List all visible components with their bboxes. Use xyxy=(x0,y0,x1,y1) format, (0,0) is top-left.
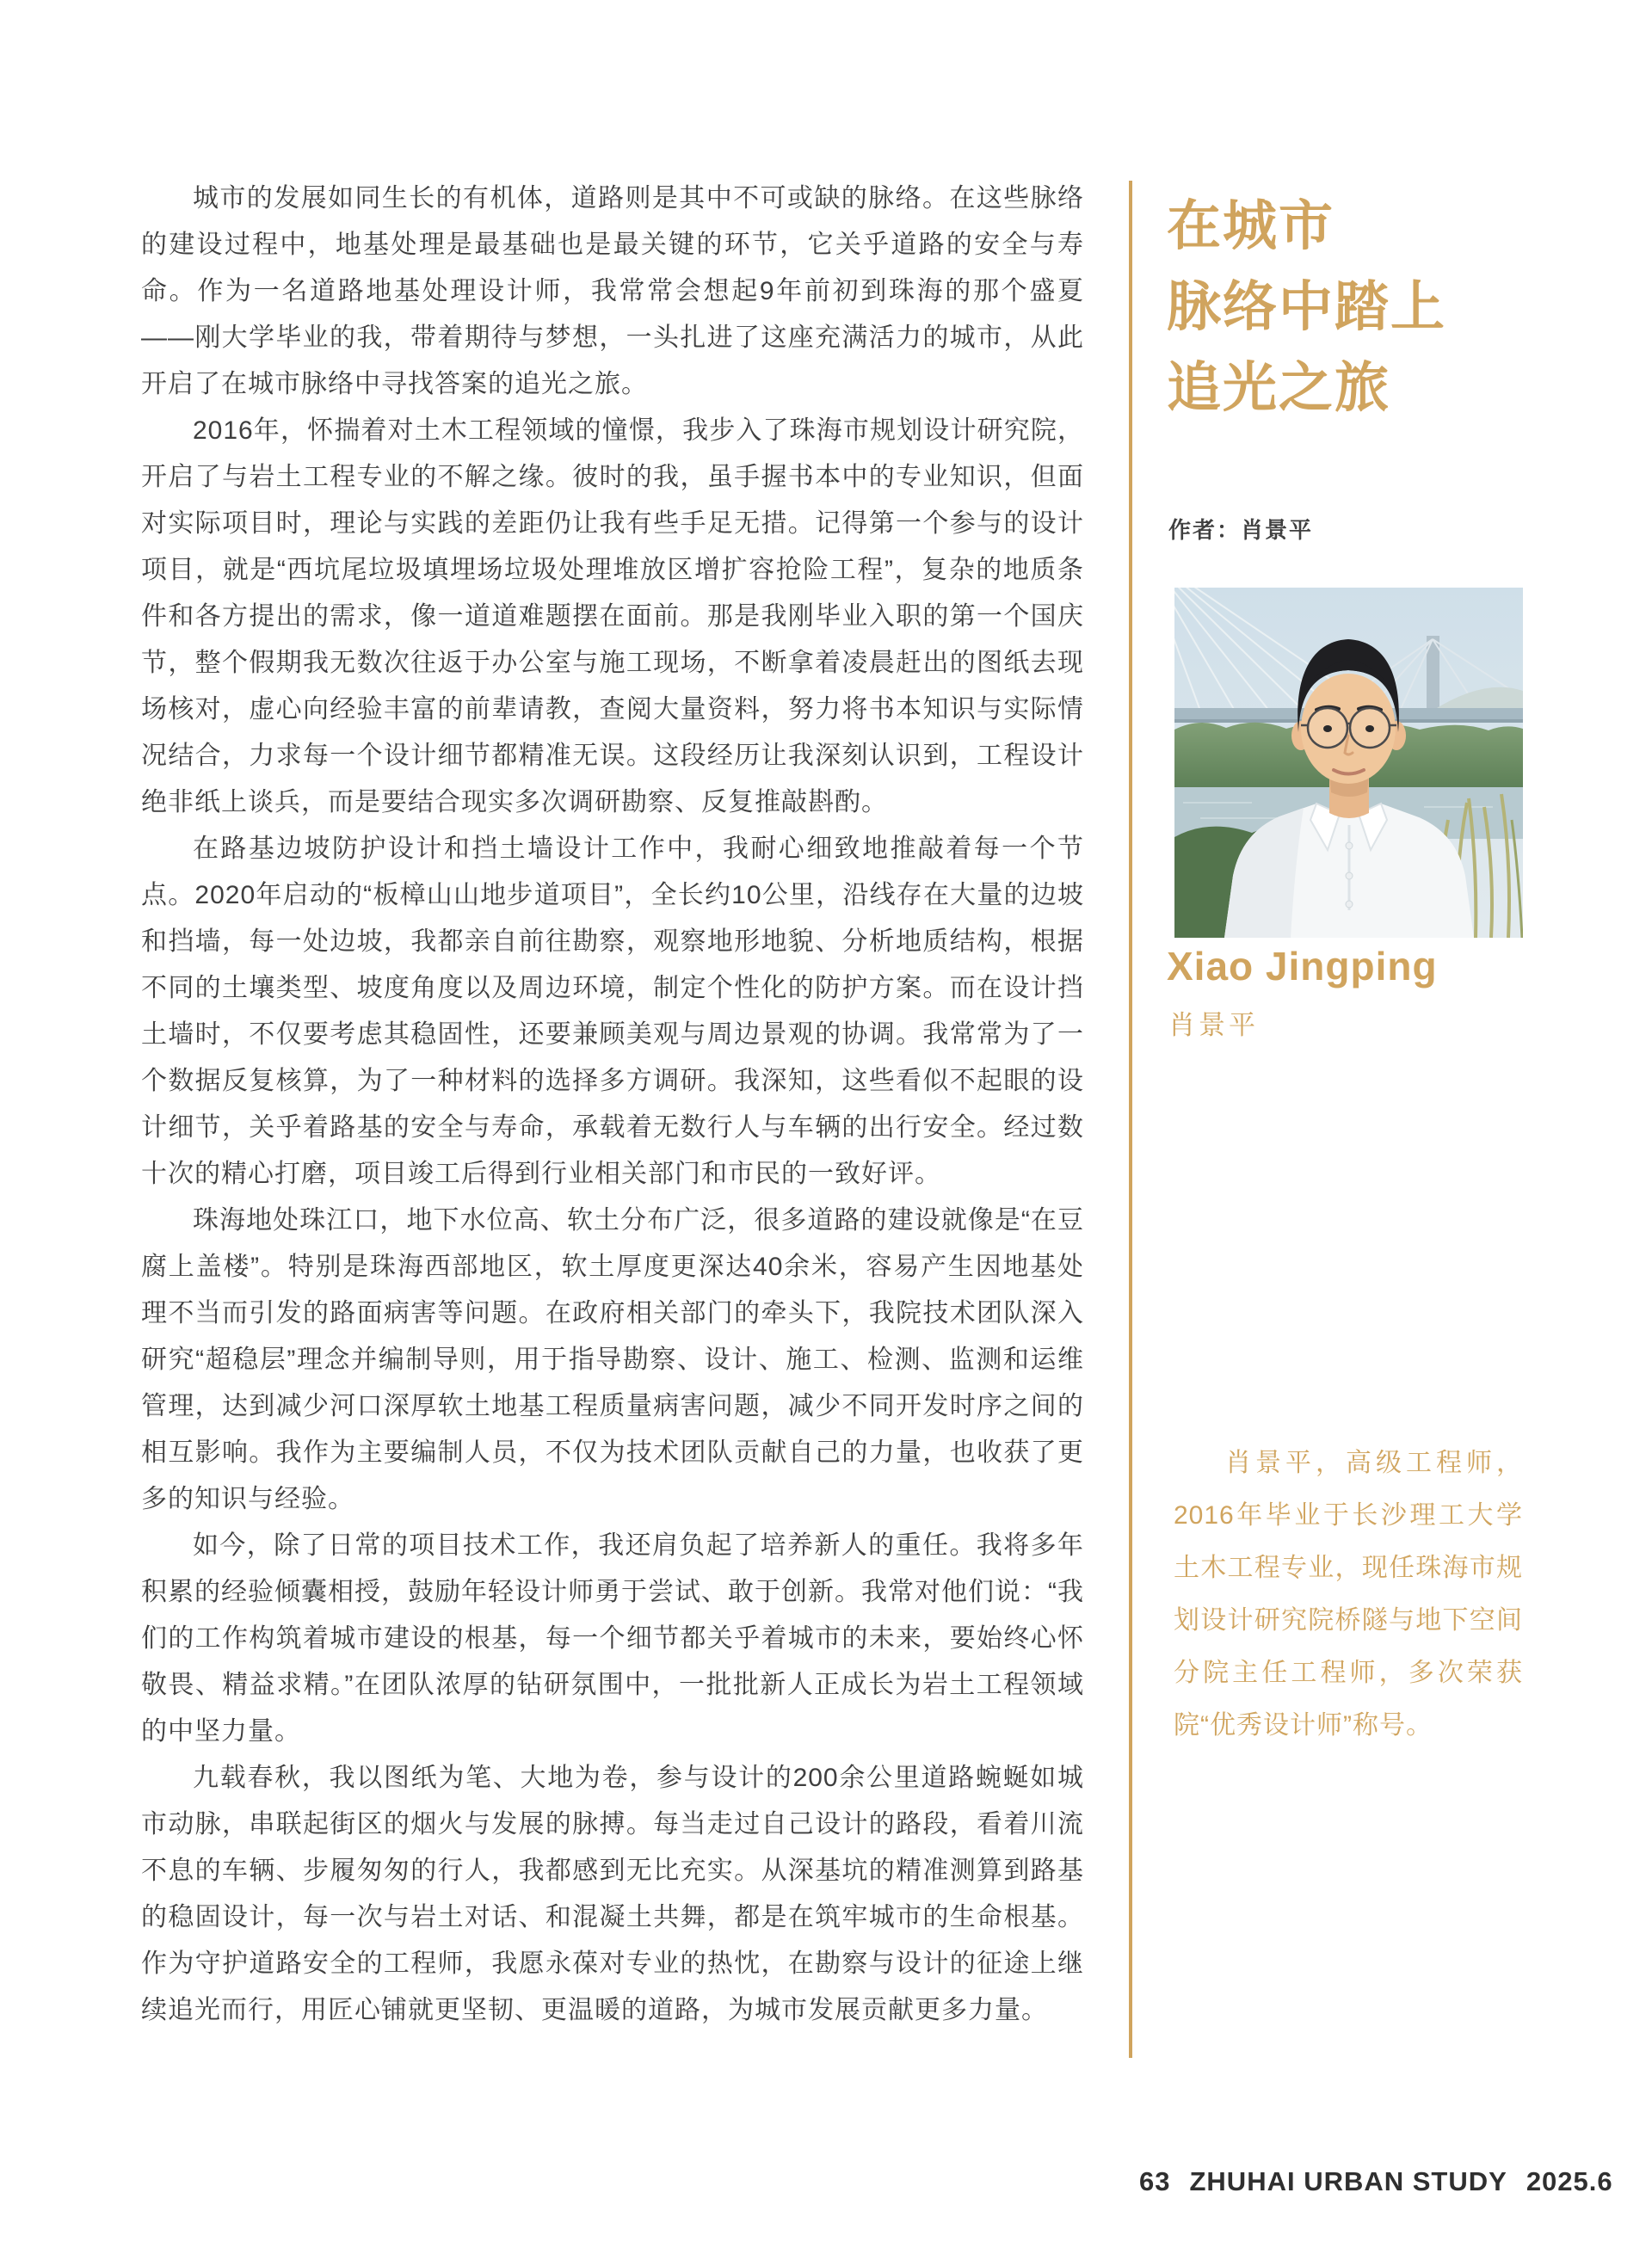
article-title-line: 在城市 xyxy=(1167,196,1335,256)
article-paragraph: 城市的发展如同生长的有机体，道路则是其中不可或缺的脉络。在这些脉络的建设过程中，地基处理是最基础也是最关键的环节，它关乎道路的安全与寿命。作为一名道路地基处理设计师，我常常会想起9年前初到珠海的那个盛夏——刚大学毕业的我，带着期待与梦想，一头扎进了这座充满活力的城市，从此开启了在城市脉络中寻找答案的追光之旅。 xyxy=(141,184,1084,398)
article-paragraph: 九载春秋，我以图纸为笔、大地为卷，参与设计的200余公里道路蜿蜒如城市动脉，串联起街区的烟火与发展的脉搏。每当走过自己设计的路段，看着川流不息的车辆、步履匆匆的行人，我都感到无比充实。从深基坑的精准测算到路基的稳固设计，每一次与岩土对话、和混凝土共舞，都是在筑牢城市的生命根基。作为守护道路安全的工程师，我愿永葆对专业的热忱，在勘察与设计的征途上继续追光而行，用匠心铺就更坚韧、更温暖的道路，为城市发展贡献更多力量。 xyxy=(141,1764,1084,2024)
page-number: 63 xyxy=(1139,2166,1171,2196)
article-paragraph: 在路基边坡防护设计和挡土墙设计工作中，我耐心细致地推敲着每一个节点。2020年启动的“板樟山山地步道项目”，全长约10公里，沿线存在大量的边坡和挡墙，每一处边坡，我都亲自前往勘察，观察地形地貌、分析地质结构，根据不同的土壤类型、坡度角度以及周边环境，制定个性化的防护方案。而在设计挡土墙时，不仅要考虑其稳固性，还要兼顾美观与周边景观的协调。我常常为了一个数据反复核算，为了一种材料的选择多方调研。我深知，这些看似不起眼的设计细节，关乎着路基的安全与寿命，承载着无数行人与车辆的出行安全。经过数十次的精心打磨，项目竣工后得到行业相关部门和市民的一致好评。 xyxy=(141,835,1084,1188)
page-footer xyxy=(1139,2166,1613,2197)
issue-number: 2025.6 xyxy=(1526,2166,1613,2196)
portrait-photo xyxy=(1174,588,1523,938)
article-body xyxy=(141,176,1084,2034)
author-name-english: Xiao Jingping xyxy=(1167,944,1438,989)
article-paragraph: 如今，除了日常的项目技术工作，我还肩负起了培养新人的重任。我将多年积累的经验倾囊相授，鼓励年轻设计师勇于尝试、敢于创新。我常对他们说：“我们的工作构筑着城市建设的根基，每一个细节都关乎着城市的未来，要始终心怀敬畏、精益求精。”在团队浓厚的钻研氛围中，一批批新人正成长为岩土工程领域的中坚力量。 xyxy=(141,1531,1084,1746)
journal-name: ZHUHAI URBAN STUDY xyxy=(1189,2166,1507,2196)
article-paragraph: 2016年，怀揣着对土木工程领域的憧憬，我步入了珠海市规划设计研究院，开启了与岩土工程专业的不解之缘。彼时的我，虽手握书本中的专业知识，但面对实际项目时，理论与实践的差距仍让我有些手足无措。记得第一个参与的设计项目，就是“西坑尾垃圾填埋场垃圾处理堆放区增扩容抢险工程”，复杂的地质条件和各方提出的需求，像一道道难题摆在面前。那是我刚毕业入职的第一个国庆节，整个假期我无数次往返于办公室与施工现场，不断拿着凌晨赶出的图纸去现场核对，虚心向经验丰富的前辈请教，查阅大量资料，努力将书本知识与实际情况结合，力求每一个设计细节都精准无误。这段经历让我深刻认识到，工程设计绝非纸上谈兵，而是要结合现实多次调研勘察、反复推敲斟酌。 xyxy=(141,416,1084,816)
article-title-line: 追光之旅 xyxy=(1167,358,1390,418)
article-title-line: 脉络中踏上 xyxy=(1167,277,1446,337)
portrait-photo-illustration xyxy=(1174,588,1523,938)
author-byline: 作者：肖景平 xyxy=(1168,517,1314,543)
sidebar-accent-line xyxy=(1129,181,1132,2058)
article-title xyxy=(1167,186,1614,428)
article-paragraph: 珠海地处珠江口，地下水位高、软土分布广泛，很多道路的建设就像是“在豆腐上盖楼”。特别是珠海西部地区，软土厚度更深达40余米，容易产生因地基处理不当而引发的路面病害等问题。在政府相关部门的牵头下，我院技术团队深入研究“超稳层”理念并编制导则，用于指导勘察、设计、施工、检测、监测和运维管理，达到减少河口深厚软土地基工程质量病害问题，减少不同开发时序之间的相互影响。我作为主要编制人员，不仅为技术团队贡献自己的力量，也收获了更多的知识与经验。 xyxy=(141,1206,1084,1513)
author-bio: 肖景平，高级工程师，2016年毕业于长沙理工大学土木工程专业，现任珠海市规划设计研究院桥隧与地下空间分院主任工程师，多次荣获院“优秀设计师”称号。 xyxy=(1174,1449,1523,1740)
author-name-chinese: 肖景平 xyxy=(1168,1010,1259,1040)
